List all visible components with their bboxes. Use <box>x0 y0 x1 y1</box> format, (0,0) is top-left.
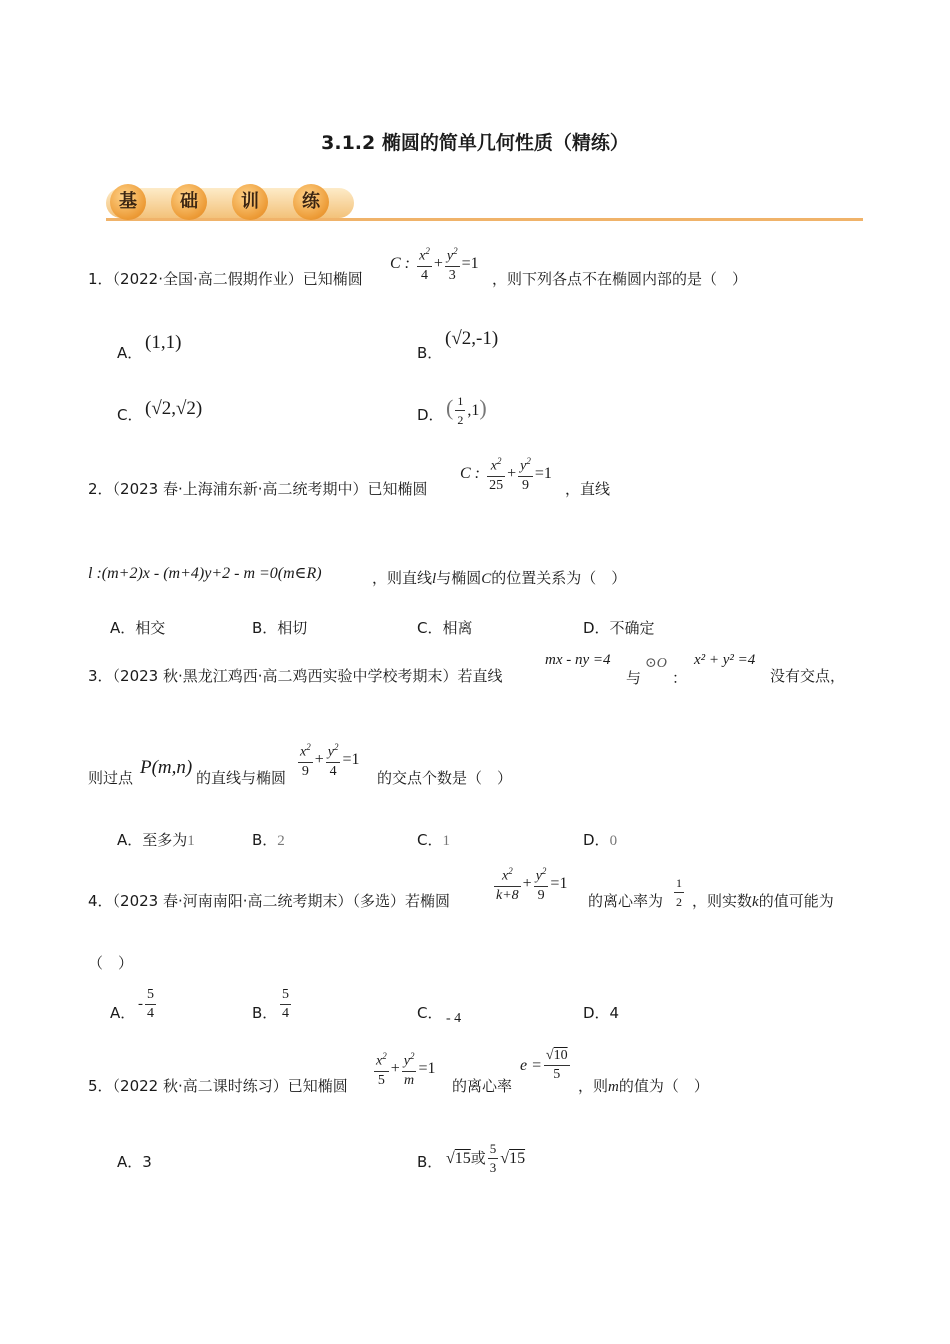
q3-point: P(m,n) <box>140 757 193 778</box>
question-source: （2023 春·上海浦东新·高二统考期中）已知椭圆 <box>112 480 428 498</box>
q2-option-c[interactable]: C．相离 <box>417 619 473 637</box>
q2-question: ，则直线l与椭圆C的位置关系为（ ） <box>372 569 627 587</box>
section-banner <box>88 180 863 224</box>
q4-mid: 的离心率为 <box>588 892 664 910</box>
question-number: 3． <box>88 667 113 685</box>
q3-tail: 没有交点， <box>770 667 846 685</box>
q5-option-a[interactable]: A．3 <box>117 1153 152 1171</box>
q3-colon: ： <box>672 669 688 687</box>
q2-option-b[interactable]: B．相切 <box>252 619 308 637</box>
q1-option-c[interactable]: C． <box>117 406 143 424</box>
banner-char: 础 <box>171 184 207 220</box>
q3-ellipse-equation: $\frac{x^2}{9}$ + $\frac{y^2}{4}$ =1 <box>296 738 360 781</box>
question-number: 4． <box>88 892 113 910</box>
q1-ellipse-equation: C : $\frac{x^2}{4}$ + $\frac{y^2}{3}$ =1 <box>390 242 479 285</box>
q1-option-a-value: (1,1) <box>145 332 182 353</box>
question-source: （2023 秋·黑龙江鸡西·高二鸡西实验中学校考期末）若直线 <box>112 667 503 685</box>
q1-option-b[interactable]: B． <box>417 344 443 362</box>
q2-line-equation: l :(m+2)x - (m+4)y+2 - m =0(m∈R) <box>88 565 322 582</box>
q4-tail: ，则实数k的值可能为 <box>692 892 834 910</box>
q3-circle-symbol: ⊙O <box>645 656 667 671</box>
banner-char: 基 <box>110 184 146 220</box>
banner-char: 训 <box>232 184 268 220</box>
q3-option-d[interactable]: D．0 <box>583 831 618 849</box>
q3-line-equation: mx - ny =4 <box>545 652 611 668</box>
q4-paren: （ ） <box>88 954 134 972</box>
q2-tail: ，直线 <box>565 480 611 498</box>
q3-circle-equation: x² + y² =4 <box>694 652 756 668</box>
q3-mid: 与 <box>626 669 642 687</box>
q5-mid: 的离心率 <box>452 1077 513 1095</box>
q4-eccentricity: $\frac{1}{2}$ <box>676 876 682 909</box>
q5-option-b-value: √15或 $\frac{5}{3}$ √15 <box>446 1141 526 1175</box>
q3-stem <box>88 665 503 686</box>
q2-ellipse-equation: C : $\frac{x^2}{25}$ + $\frac{y^2}{9}$ =1 <box>460 452 552 495</box>
q4-stem <box>88 890 450 911</box>
question-source: （2023 春·河南南阳·高二统考期末）（多选）若椭圆 <box>112 892 451 910</box>
q1-option-b-value: (√2,-1) <box>445 328 499 349</box>
q5-tail: ，则m的值为（ ） <box>578 1077 709 1095</box>
q5-ellipse-equation: $\frac{x^2}{5}$ + $\frac{y^2}{m}$ =1 <box>372 1047 436 1090</box>
question-source: （2022·全国·高二假期作业）已知椭圆 <box>112 270 363 288</box>
q1-option-a[interactable]: A． <box>117 344 143 362</box>
q1-stem <box>88 268 363 289</box>
banner-char: 练 <box>293 184 329 220</box>
q3-line2-mid: 的直线与椭圆 <box>196 769 287 787</box>
q4-option-d[interactable]: D．4 <box>583 1004 620 1022</box>
q4-option-c-value: - 4 <box>446 1011 462 1026</box>
q3-option-b[interactable]: B．2 <box>252 831 285 849</box>
q4-option-b-value: $\frac{5}{4}$ <box>282 987 289 1021</box>
q2-option-d[interactable]: D．不确定 <box>583 619 655 637</box>
fraction: $\frac{x^2}{4}$ <box>417 242 432 285</box>
q1-option-d-value: ( $\frac{1}{2}$ ,1) <box>446 394 487 427</box>
q2-option-a[interactable]: A．相交 <box>110 619 166 637</box>
page-title: 3.1.2 椭圆的简单几何性质（精练） <box>321 132 629 154</box>
q5-stem <box>88 1075 348 1096</box>
q1-tail: ，则下列各点不在椭圆内部的是（ ） <box>492 270 748 288</box>
q4-option-a[interactable]: A． <box>110 1004 136 1022</box>
question-number: 1． <box>88 270 113 288</box>
question-number: 2． <box>88 480 113 498</box>
q4-ellipse-equation: $\frac{x^2}{k+8}$ + $\frac{y^2}{9}$ =1 <box>492 862 567 905</box>
q3-option-c[interactable]: C．1 <box>417 831 450 849</box>
question-number: 5． <box>88 1077 113 1095</box>
question-source: （2022 秋·高二课时练习）已知椭圆 <box>112 1077 348 1095</box>
q5-option-b[interactable]: B． <box>417 1153 443 1171</box>
q5-eccentricity: e = $\frac{√10}{5}$ <box>520 1048 568 1082</box>
q4-option-c[interactable]: C． <box>417 1004 443 1022</box>
q1-option-c-value: (√2,√2) <box>145 398 203 419</box>
eq-lhs: C : <box>390 254 410 272</box>
q4-option-b[interactable]: B． <box>252 1004 278 1022</box>
q4-option-a-value: - $\frac{5}{4}$ <box>138 987 154 1021</box>
q2-stem <box>88 478 428 499</box>
banner-divider <box>106 218 863 221</box>
q3-line2-tail: 的交点个数是（ ） <box>377 769 513 787</box>
q1-option-d[interactable]: D． <box>417 406 444 424</box>
q3-line2-pre: 则过点 <box>88 769 134 787</box>
fraction: $\frac{y^2}{3}$ <box>445 242 460 285</box>
q3-option-a[interactable]: A．至多为1 <box>117 831 195 849</box>
